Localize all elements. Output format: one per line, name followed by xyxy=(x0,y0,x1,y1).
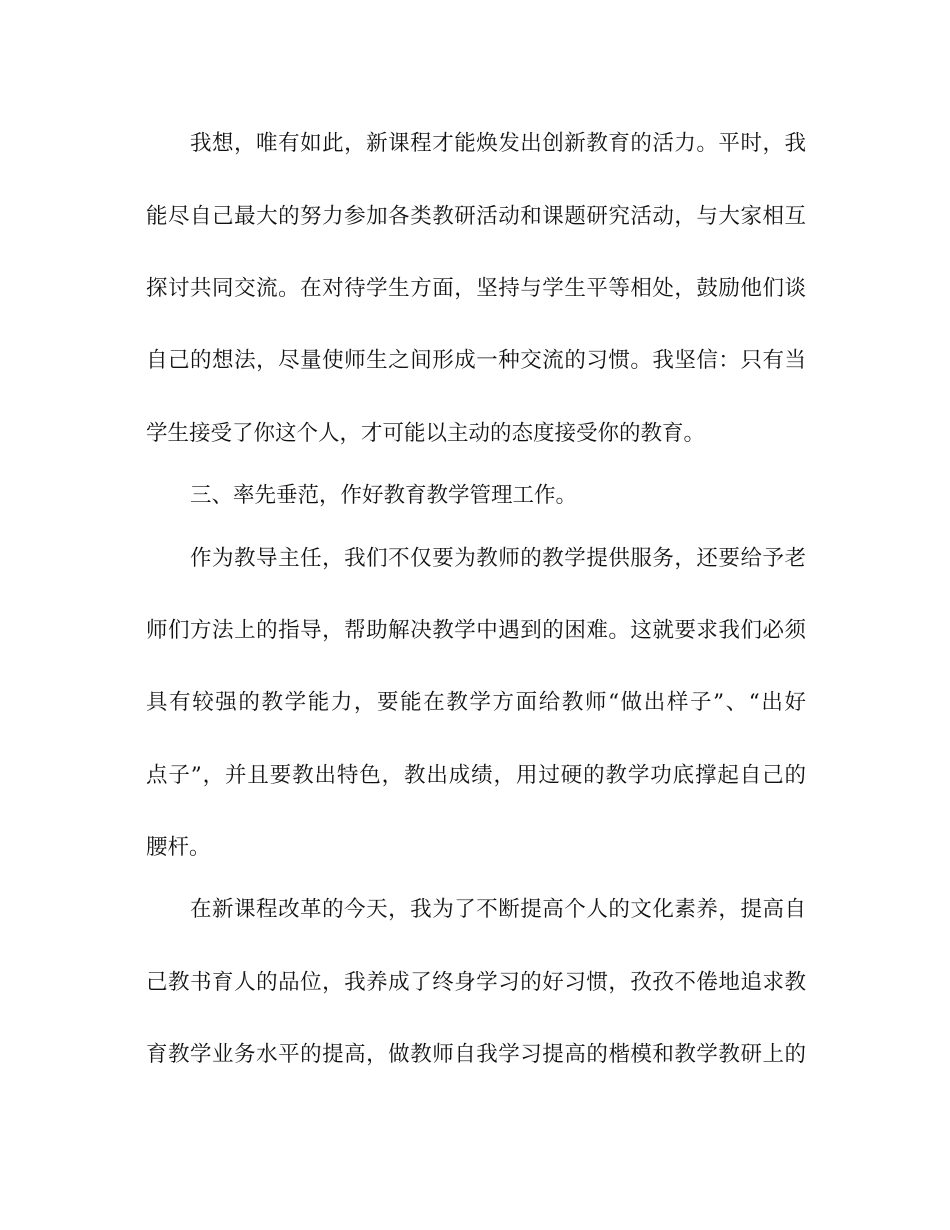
paragraph-line: 点子”，并且要教出特色，教出成绩，用过硬的教学功底撑起自己的 xyxy=(146,763,806,788)
paragraph-line: 育教学业务水平的提高，做教师自我学习提高的楷模和教学教研上的 xyxy=(146,1042,806,1067)
paragraph-line: 在新课程改革的今天，我为了不断提高个人的文化素养，提高自 xyxy=(190,897,806,922)
paragraph-line: 能尽自己最大的努力参加各类教研活动和课题研究活动，与大家相互 xyxy=(146,204,806,229)
paragraph-line: 学生接受了你这个人，才可能以主动的态度接受你的教育。 xyxy=(146,421,706,446)
paragraph-line: 己教书育人的品位，我养成了终身学习的好习惯，孜孜不倦地追求教 xyxy=(146,970,806,995)
paragraph-line: 我想，唯有如此，新课程才能焕发出创新教育的活力。平时，我 xyxy=(190,131,806,156)
paragraph-line: 探讨共同交流。在对待学生方面，坚持与学生平等相处，鼓励他们谈 xyxy=(146,276,806,301)
paragraph-line: 自己的想法，尽量使师生之间形成一种交流的习惯。我坚信：只有当 xyxy=(146,348,806,373)
paragraph-line: 作为教导主任，我们不仅要为教师的教学提供服务，还要给予老 xyxy=(190,546,806,571)
paragraph-line: 师们方法上的指导，帮助解决教学中遇到的困难。这就要求我们必须 xyxy=(146,618,806,643)
section-heading: 三、率先垂范，作好教育教学管理工作。 xyxy=(190,483,578,508)
paragraph-line: 腰杆。 xyxy=(146,835,211,860)
paragraph-line: 具有较强的教学能力，要能在教学方面给教师“做出样子”、“出好 xyxy=(146,690,806,715)
